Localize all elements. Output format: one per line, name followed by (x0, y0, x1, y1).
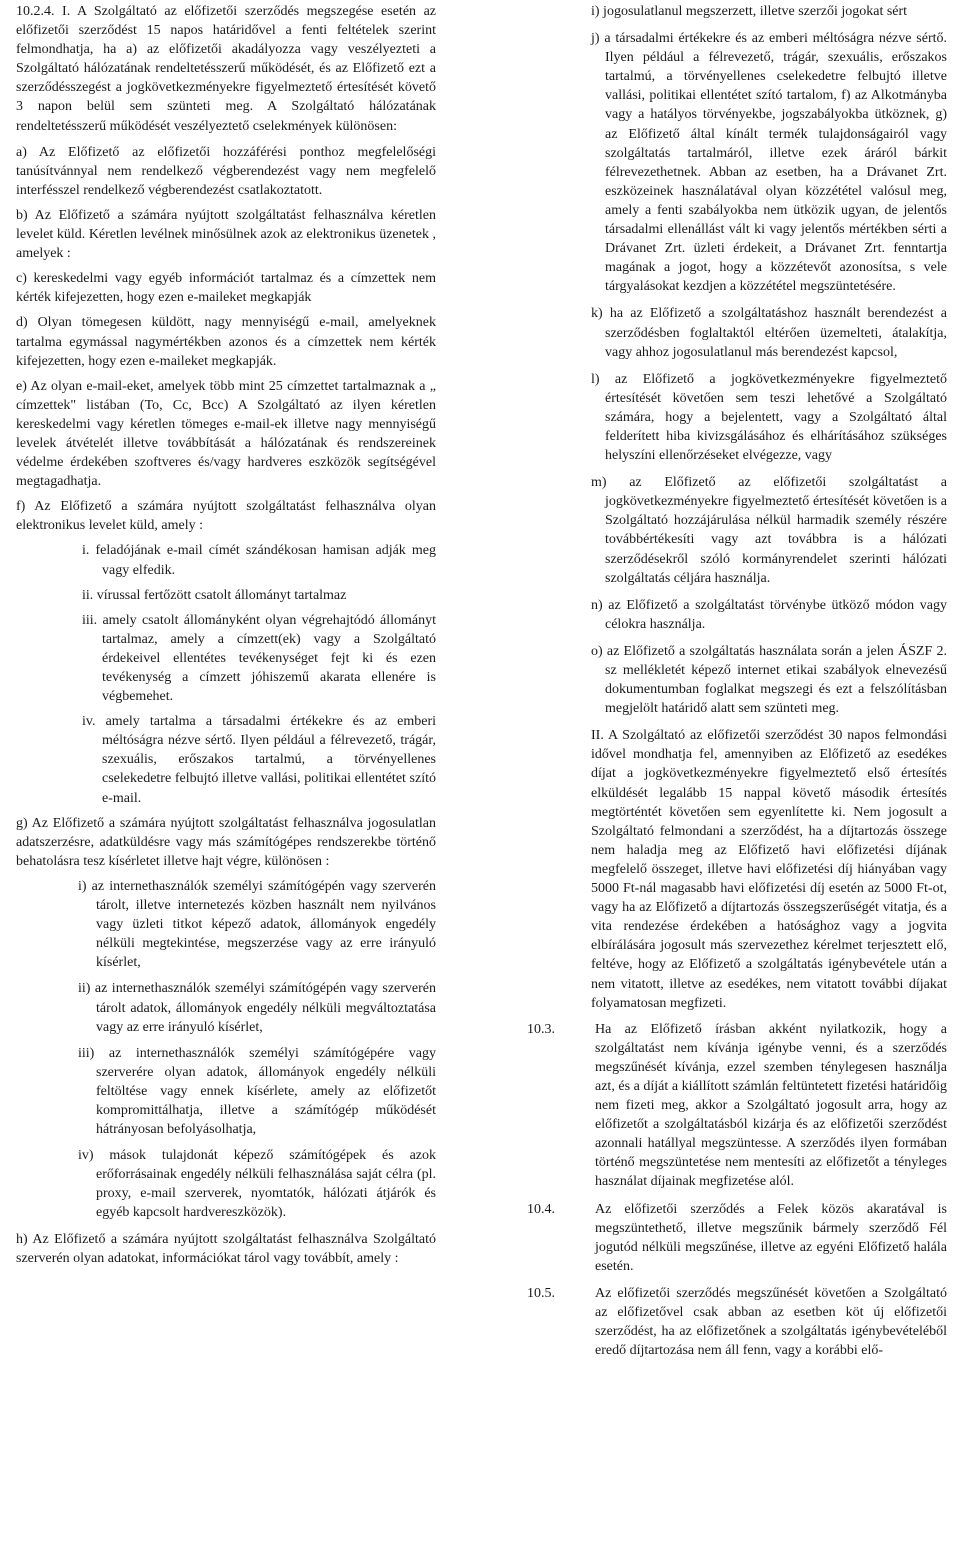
clause-c: c) kereskedelmi vagy egyéb információt tartalmaz és a címzettek nem kérték kifejezetten, hogy ezen e-maileket megkapják (16, 271, 436, 306)
clause-f-item-i: i. feladójának e-mail címét szándékosan hamisan adják meg vagy elfedik. (82, 543, 436, 578)
clause-d: d) Olyan tömegesen küldött, nagy mennyiségű e-mail, amelyeknek tartalma egymással nagymértékben azonos és a címzettek nem kérték kifejezetten, hogy ezen e-maileket megkapják. (16, 315, 436, 369)
section-ii-paragraph: II. A Szolgáltató az előfizetői szerződést 30 napos felmondási idővel mondhatja fel, amennyiben az Előfizető az esedékes díjat a jogkövetkezményekre figyelmeztető első értesítés elküldését legalább 15 nappal követő második értesítés megtörténtét követően sem egyenlítette ki. Nem jogosult a Szolgáltató felmondani a szerződést, ha a díjtartozás összege nem haladja meg az Előfizető havi előfizetési díjának megfelelő összeget, illetve havi előfizetési díj hiányában vagy 5000 Ft-nál magasabb havi előfizetési díj esetén az 5000 Ft-ot, vagy ha az Előfizető a díjtartozás összegszerűségét vitatja, és a vita rendezése érdekében a hatósághoz vagy a jogvita elbírálására jogosult más szervezethez kérelmet terjesztett elő, feltéve, hogy az Előfizető a szolgáltatás igénybevétele után a nem vitatott, illetve az esedékes, nem vitatott további díjakat folyamatosan megfizeti. (591, 728, 947, 1011)
clause-h: h) Az Előfizető a számára nyújtott szolgáltatást felhasználva Szolgáltató szerverén olyan adatokat, információkat tárol vagy továbbít, amely : (16, 1231, 436, 1266)
clause-k: k) ha az Előfizető a szolgáltatáshoz használt berendezést a szerződésben foglaltaktól eltérően üzemelteti, átalakítja, vagy ahhoz jogosulatlanul más berendezést kapcsol, (591, 306, 947, 360)
section-text: Az előfizetői szerződés megszűnését követően a Szolgáltató az előfizetővel csak abban az esetben köt új előfizetői szerződést, ha az előfizetőnek a szolgáltatás igénybevételéből eredő díjtartozása nem áll fenn, vagy a korábbi elő- (595, 1285, 947, 1359)
clause-f-item-ii: ii. vírussal fertőzött csatolt állományt tartalmaz (82, 587, 347, 603)
clause-g-item-iv: iv) mások tulajdonát képező számítógépek és azok erőforrásainak engedély nélküli felhasználása saját célra (pl. proxy, e-mail szerverek, nyomtatók, hálózati átjárók és egyéb kapcsolt hardvereszközök). (78, 1148, 436, 1221)
section-number: 10.3. (527, 1021, 555, 1037)
section-number: 10.5. (527, 1285, 555, 1301)
section-text: Az előfizetői szerződés a Felek közös akaratával is megszüntethető, illetve megszűnik bármely szerződő Fél jogutód nélküli megszűnése, illetve az egyéni Előfizető halála esetén. (595, 1201, 947, 1274)
right-column (527, 2, 947, 1368)
section-10-3 (527, 1020, 947, 1192)
section-text: Ha az Előfizető írásban akként nyilatkozik, hogy a szolgáltatást nem kívánja igénybe venni, és a szerződés megszűnését kívánja, ezzel szemben ténylegesen használja azt, és a díját a kiállított számlán feltüntetett fizetési határidőig nem fizeti meg, akkor a Szolgáltató jogosult arra, hogy az előfizetőt a szolgáltatásból kizárja és az előfizetői szerződést azonnali hatállyal megszüntesse. A szerződés ilyen formában történő megszüntetése nem mentesíti az előfizetőt a tényleges használat díjainak megfizetése alól. (595, 1021, 947, 1190)
clause-j: j) a társadalmi értékekre és az emberi méltóságra nézve sértő. Ilyen például a félrevezető, trágár, szexuális, erőszakos tartalmú, a törvényellenes cselekedetre felbujtó illetve vallási, politikai ellentétet szító tartalom, f) az Alkotmányba vagy a hatályos törvényekbe, jogszabályokba ütköznek, g) az Előfizető által kínált termék tulajdonságairól vagy szolgáltatás tartalmáról, illetve ezek áráról bárkit félrevezethetnek. Abban az esetben, ha a Drávanet Zrt. eszközeinek használatával olyan közzététel valósul meg, amely a fenti szabályokba nem ütközik ugyan, de jelentős társadalmi ellenállást vált ki vagy jelentős mértékben sérti a Drávanet Zrt. üzleti érdekeit, a Drávanet Zrt. fenntartja magának a jogot, hogy a közzétevőt azonosítsa, s vele tárgyalásokat kezdjen a közzététel megszüntetésére. (591, 31, 947, 295)
clause-i: i) jogosulatlanul megszerzett, illetve szerzői jogokat sért (591, 4, 908, 19)
left-column (16, 2, 436, 1274)
clause-g-item-ii: ii) az internethasználók személyi számítógépén vagy szerverén tárolt adatok, állományok engedély nélküli megváltoztatása vagy az erre irányuló kísérlet, (78, 981, 436, 1035)
clause-f-item-iv: iv. amely tartalma a társadalmi értékekre és az emberi méltóságra nézve sértő. Ilyen például a félrevezető, trágár, szexuális, erőszakos tartalmú, a törvényellenes cselekedetre felbujtó illetve vallási, politikai ellentétet szító e-mail. (82, 714, 436, 806)
clause-f-item-iii: iii. amely csatolt állományként olyan végrehajtódó állományt tartalmaz, amely a címzett(ek) vagy a Szolgáltató érdekeivel ellentétes tevékenységet fejt ki és ezen tevékenység a címzett jóhiszemű akarata ellenére is végbemehet. (82, 612, 436, 705)
clause-l: l) az Előfizető a jogkövetkezményekre figyelmeztető értesítését követően sem teszi lehetővé a Szolgáltató számára, hogy a bejelentett, vagy a Szolgáltató által felderített hiba kivizsgálásához és elhárításához szükséges helyszíni ellenőrzéseket elvégezze, vagy (591, 371, 947, 464)
clause-o: o) az Előfizető a szolgáltatás használata során a jelen ÁSZF 2. sz mellékletét képező internet etikai szabályok elnevezésű dokumentumban foglalkat megszegi és ezt a felszólításban megjelölt határidő alatt sem szünteti meg. (591, 643, 947, 717)
clause-g-item-i: i) az internethasználók személyi számítógépén vagy szerverén tárolt, illetve internetezés közben használt nem nyilvános vagy üzleti titkot képező adatok, állományok engedély nélküli megtekintése, megszerzése vagy az erre irányuló kísérlet, (78, 878, 436, 971)
clause-f: f) Az Előfizető a számára nyújtott szolgáltatást felhasználva olyan elektronikus levelet küld, amely : (16, 499, 436, 534)
section-10-5 (527, 1284, 947, 1360)
clause-g: g) Az Előfizető a számára nyújtott szolgáltatást felhasználva jogosulatlan adatszerzésre, adatküldésre vagy más számítógépes rendszerekbe történő behatolásra tesz kísérletet illetve hajt végre, különösen : (16, 815, 436, 869)
clause-b: b) Az Előfizető a számára nyújtott szolgáltatást felhasználva kéretlen levelet küld. Kéretlen levélnek minősülnek azok az elektronikus üzenetek , amelyek : (16, 207, 436, 262)
section-number: 10.4. (527, 1201, 555, 1217)
clause-a: a) Az Előfizető az előfizetői hozzáférési ponthoz megfelelőségi tanúsítvánnyal nem rendelkező végberendezést vagy nem megfelelő interfésszel rendelkező végberendezést csatlakoztatott. (16, 144, 436, 198)
clause-e: e) Az olyan e-mail-eket, amelyek több mint 25 címzettet tartalmaznak a „ címzettek" listában (To, Cc, Bcc) A Szolgáltató az ilyen kéretlen kereskedelmi vagy kéretlen tömeges e-mail-ek illetve nagy mennyiségű levelek átvételét illetve továbbítását a hálózatának és rendszereinek védelme érdekében szoftveres és/vagy hardveres eszközök segítségével megtagadhatja. (16, 378, 436, 490)
clause-m: m) az Előfizető az előfizetői szolgáltatást a jogkövetkezményekre figyelmeztető értesítését követően is a Szolgáltató hozzájárulása nélkül harmadik személy részére továbbértékesíti vagy azt továbbra is a hálózati szerződésekről szóló kormányrendelet szerinti hálózati szolgáltatás céljára használja. (591, 475, 947, 586)
clause-g-item-iii: iii) az internethasználók személyi számítógépére vagy szerverére olyan adatok, állományok engedély nélküli feltöltése vagy ennek kísérlete, amely az előfizetőt kompromittálhatja, illetve a számítógép működését hátrányosan befolyásolhatja, (78, 1045, 436, 1138)
section-10-4 (527, 1200, 947, 1276)
intro-paragraph: 10.2.4. I. A Szolgáltató az előfizetői szerződés megszegése esetén az előfizetői szerződést 15 napos határidővel a fenti feltételek szerint felmondhatja, ha a) az előfizetői akadályozza vagy veszélyezteti a Szolgáltató hálózatának rendeltetésszerű működését, és az Előfizető ezt a szerződésszegést a jogkövetkezményekre figyelmeztető értesítését követő 3 napon belül sem szünteti meg. A Szolgáltató hálózatának rendeltetésszerű működését veszélyeztető cselekmények különösen: (16, 4, 436, 134)
clause-n: n) az Előfizető a szolgáltatást törvénybe ütköző módon vagy célokra használja. (591, 597, 947, 632)
